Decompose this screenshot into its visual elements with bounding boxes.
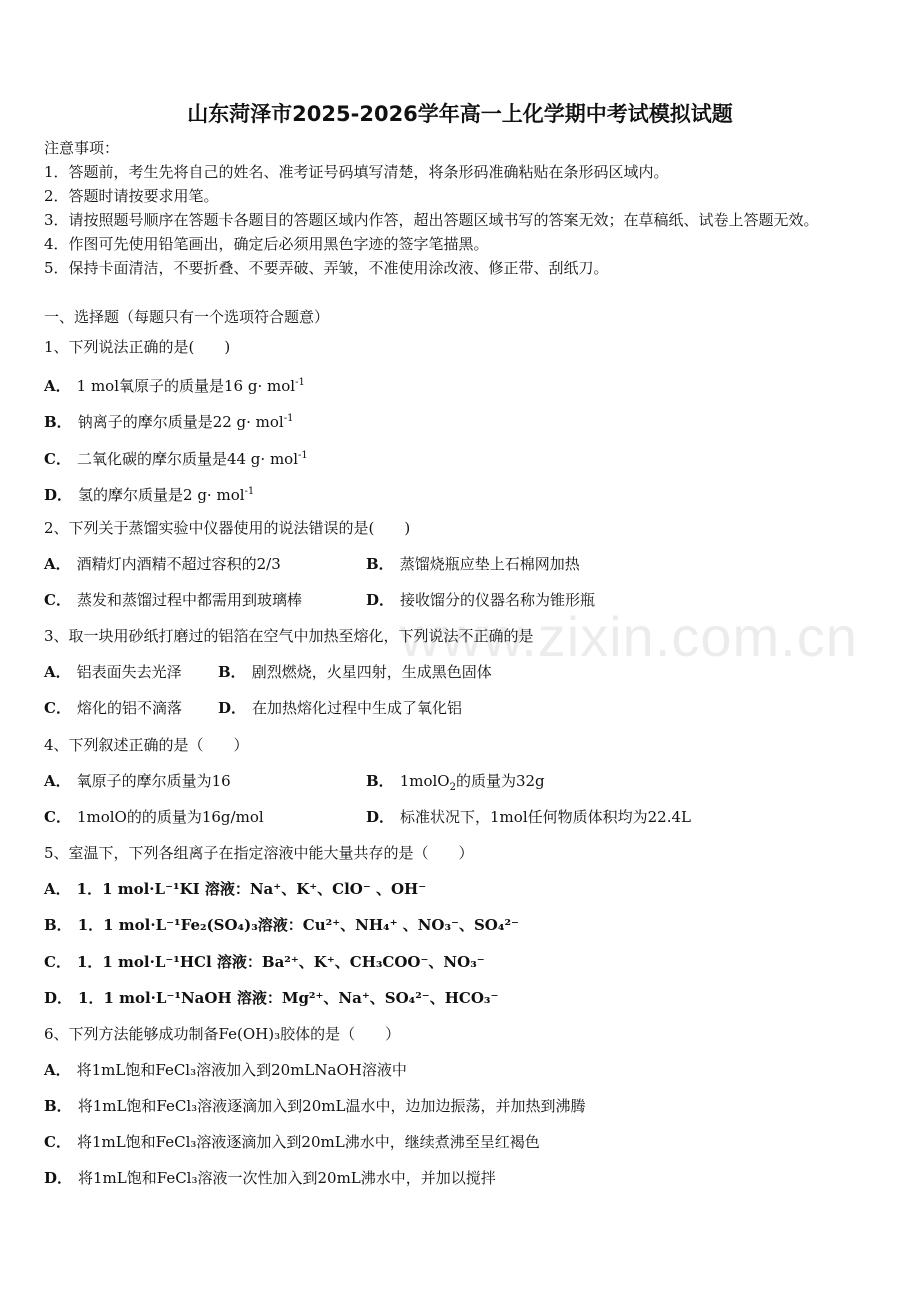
- q5-option-c: C． 1．1 mol·L⁻¹HCl 溶液：Ba²⁺、K⁺、CH₃COO⁻、NO₃⁻: [44, 953, 485, 971]
- q4-option-a: A． 氧原子的摩尔质量为16: [44, 772, 231, 790]
- q4-option-c: C． 1molO的的质量为16g/mol: [44, 808, 264, 826]
- question-4-stem: 4、下列叙述正确的是（ ）: [44, 736, 249, 754]
- question-6-stem: 6、下列方法能够成功制备Fe(OH)₃胶体的是（ ）: [44, 1025, 401, 1043]
- watermark: www.zixin.com.cn: [400, 605, 858, 668]
- q2-option-a: A． 酒精灯内酒精不超过容积的2/3: [44, 555, 281, 573]
- q6-option-d: D． 将1mL饱和FeCl₃溶液一次性加入到20mL沸水中，并加以搅拌: [44, 1169, 496, 1187]
- q2-option-b: B． 蒸馏烧瓶应垫上石棉网加热: [366, 555, 580, 573]
- q3-option-b: B． 剧烈燃烧，火星四射，生成黑色固体: [218, 663, 492, 681]
- question-3-stem: 3、取一块用砂纸打磨过的铝箔在空气中加热至熔化，下列说法不正确的是: [44, 627, 534, 645]
- q3-option-d: D． 在加热熔化过程中生成了氧化铝: [218, 699, 463, 717]
- q2-option-d: D． 接收馏分的仪器名称为锥形瓶: [366, 591, 596, 609]
- section-heading: 一、选择题（每题只有一个选项符合题意）: [44, 308, 330, 326]
- note-item: 1．答题前，考生先将自己的姓名、准考证号码填写清楚，将条形码准确粘贴在条形码区域内。: [44, 163, 669, 181]
- q1-option-d: D． 氢的摩尔质量是2 g· mol$^{-1}$: [44, 486, 255, 504]
- note-item: 4．作图可先使用铅笔画出，确定后必须用黑色字迹的签字笔描黑。: [44, 235, 489, 253]
- question-5-stem: 5、室温下，下列各组离子在指定溶液中能大量共存的是（ ）: [44, 844, 474, 862]
- q3-option-a: A． 铝表面失去光泽: [44, 663, 182, 681]
- page-title: 山东菏泽市2025-2026学年高一上化学期中考试模拟试题: [187, 102, 733, 126]
- q5-option-b: B． 1．1 mol·L⁻¹Fe₂(SO₄)₃溶液：Cu²⁺、NH₄⁺ 、NO₃⁻、SO₄²⁻: [44, 916, 519, 934]
- q6-option-a: A． 将1mL饱和FeCl₃溶液加入到20mLNaOH溶液中: [44, 1061, 407, 1079]
- note-item: 2．答题时请按要求用笔。: [44, 187, 219, 205]
- q2-option-c: C． 蒸发和蒸馏过程中都需用到玻璃棒: [44, 591, 302, 609]
- q4-option-b: B． 1molO$_2$的质量为32g: [366, 772, 545, 793]
- note-item: 3．请按照题号顺序在答题卡各题目的答题区域内作答，超出答题区域书写的答案无效；在草稿纸、试卷上答题无效。: [44, 211, 819, 229]
- q1-option-c: C． 二氧化碳的摩尔质量是44 g· mol$^{-1}$: [44, 450, 308, 468]
- notes-heading: 注意事项：: [44, 139, 120, 157]
- q4-option-d: D． 标准状况下，1mol任何物质体积均为22.4L: [366, 808, 691, 826]
- question-1-stem: 1、下列说法正确的是( ): [44, 338, 231, 356]
- q1-option-b: B． 钠离子的摩尔质量是22 g· mol$^{-1}$: [44, 413, 294, 431]
- q6-option-b: B． 将1mL饱和FeCl₃溶液逐滴加入到20mL温水中，边加边振荡，并加热到沸腾: [44, 1097, 586, 1115]
- q5-option-d: D． 1．1 mol·L⁻¹NaOH 溶液：Mg²⁺、Na⁺、SO₄²⁻、HCO₃⁻: [44, 989, 499, 1007]
- q5-option-a: A． 1．1 mol·L⁻¹KI 溶液：Na⁺、K⁺、ClO⁻ 、OH⁻: [44, 880, 427, 898]
- note-item: 5．保持卡面清洁，不要折叠、不要弄破、弄皱，不准使用涂改液、修正带、刮纸刀。: [44, 259, 609, 277]
- q1-option-a: A． 1 mol氧原子的质量是16 g· mol$^{-1}$: [44, 377, 305, 395]
- q6-option-c: C． 将1mL饱和FeCl₃溶液逐滴加入到20mL沸水中，继续煮沸至呈红褐色: [44, 1133, 540, 1151]
- q3-option-c: C． 熔化的铝不滴落: [44, 699, 182, 717]
- question-2-stem: 2、下列关于蒸馏实验中仪器使用的说法错误的是( ): [44, 519, 411, 537]
